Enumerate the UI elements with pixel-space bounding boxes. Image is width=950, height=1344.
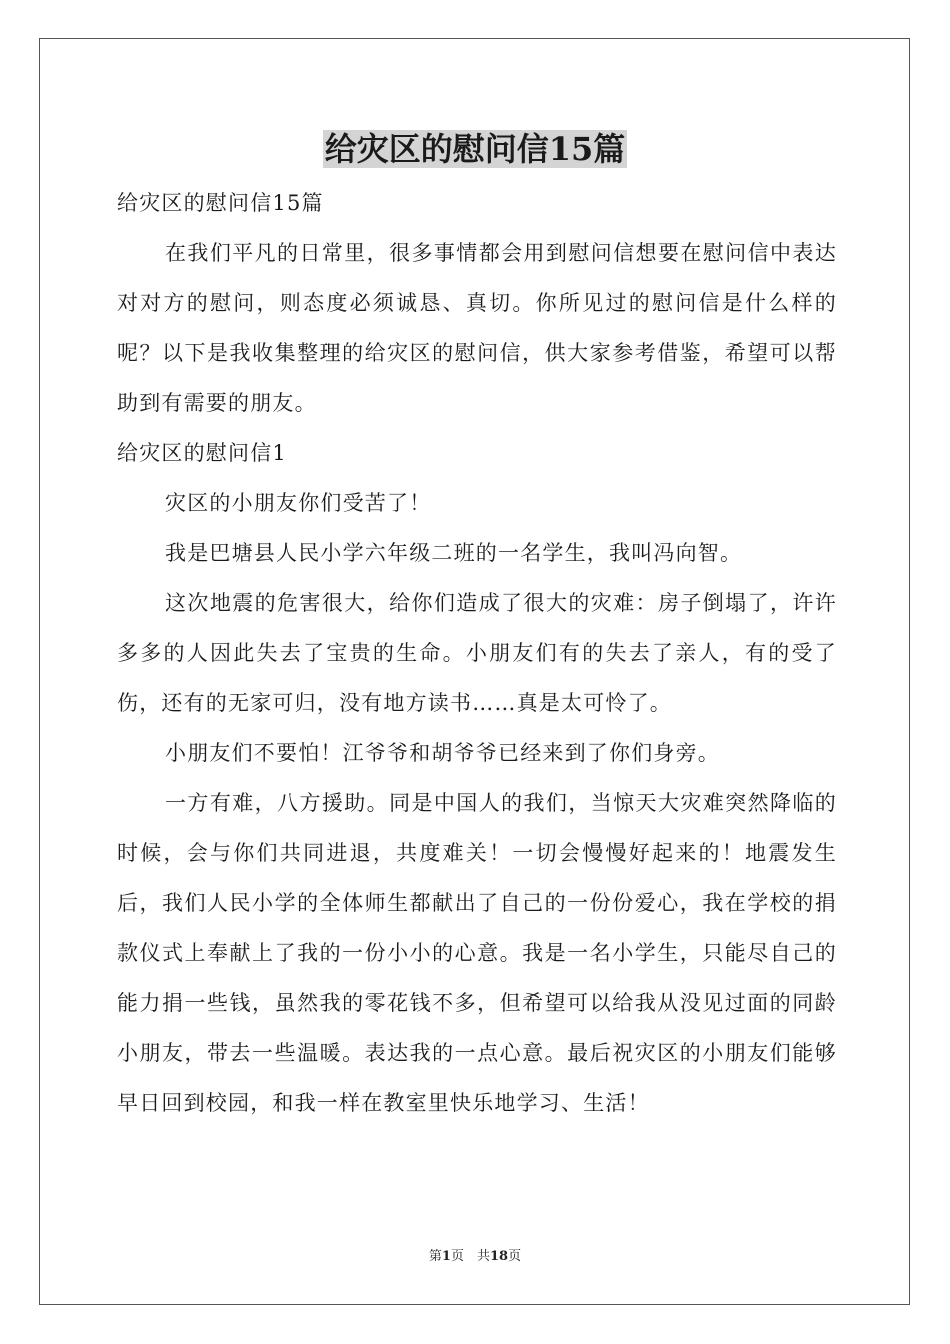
page-total: 18 (489, 1249, 509, 1264)
letter-paragraph: 小朋友们不要怕！江爷爷和胡爷爷已经来到了你们身旁。 (165, 741, 720, 765)
section-heading: 给灾区的慰问信1 (117, 441, 287, 465)
letter-paragraph: 一方有难，八方援助。同是中国人的我们，当惊天大灾难突然降临的时候，会与你们共同进退，共度难关！一切会慢慢好起来的！地震发生后，我们人民小学的全体师生都献出了自己的一份份爱心，我在学校的捐款仪式上奉献上了我的一份小小的心意。我是一名小学生，只能尽自己的能力捐一些钱，虽然我的零花钱不多，但希望可以给我从没见过面的同龄小朋友，带去一些温暖。表达我的一点心意。最后祝灾区的小朋友们能够早日回到校园，和我一样在教室里快乐地学习、生活！ (117, 791, 837, 1115)
letter-paragraph: 这次地震的危害很大，给你们造成了很大的灾难：房子倒塌了，许许多多的人因此失去了宝贵的生命。小朋友们有的失去了亲人，有的受了伤，还有的无家可归，没有地方读书……真是太可怜了。 (117, 591, 837, 715)
document-title-text: 给灾区的慰问信15篇 (324, 130, 626, 168)
page-mid: 页 共 (450, 1249, 490, 1264)
page-current: 1 (441, 1249, 451, 1264)
letter-paragraph: 灾区的小朋友你们受苦了！ (165, 491, 432, 515)
page-footer (0, 1248, 950, 1266)
document-body (117, 178, 837, 1128)
letter-paragraph: 我是巴塘县人民小学六年级二班的一名学生，我叫冯向智。 (165, 541, 743, 565)
document-subtitle: 给灾区的慰问信15篇 (117, 191, 324, 215)
page-suffix: 页 (508, 1249, 522, 1264)
page-prefix: 第 (428, 1249, 442, 1264)
document-title (0, 126, 950, 172)
intro-paragraph: 在我们平凡的日常里，很多事情都会用到慰问信想要在慰问信中表达对对方的慰问，则态度必须诚恳、真切。你所见过的慰问信是什么样的呢？以下是我收集整理的给灾区的慰问信，供大家参考借鉴，希望可以帮助到有需要的朋友。 (117, 241, 837, 415)
